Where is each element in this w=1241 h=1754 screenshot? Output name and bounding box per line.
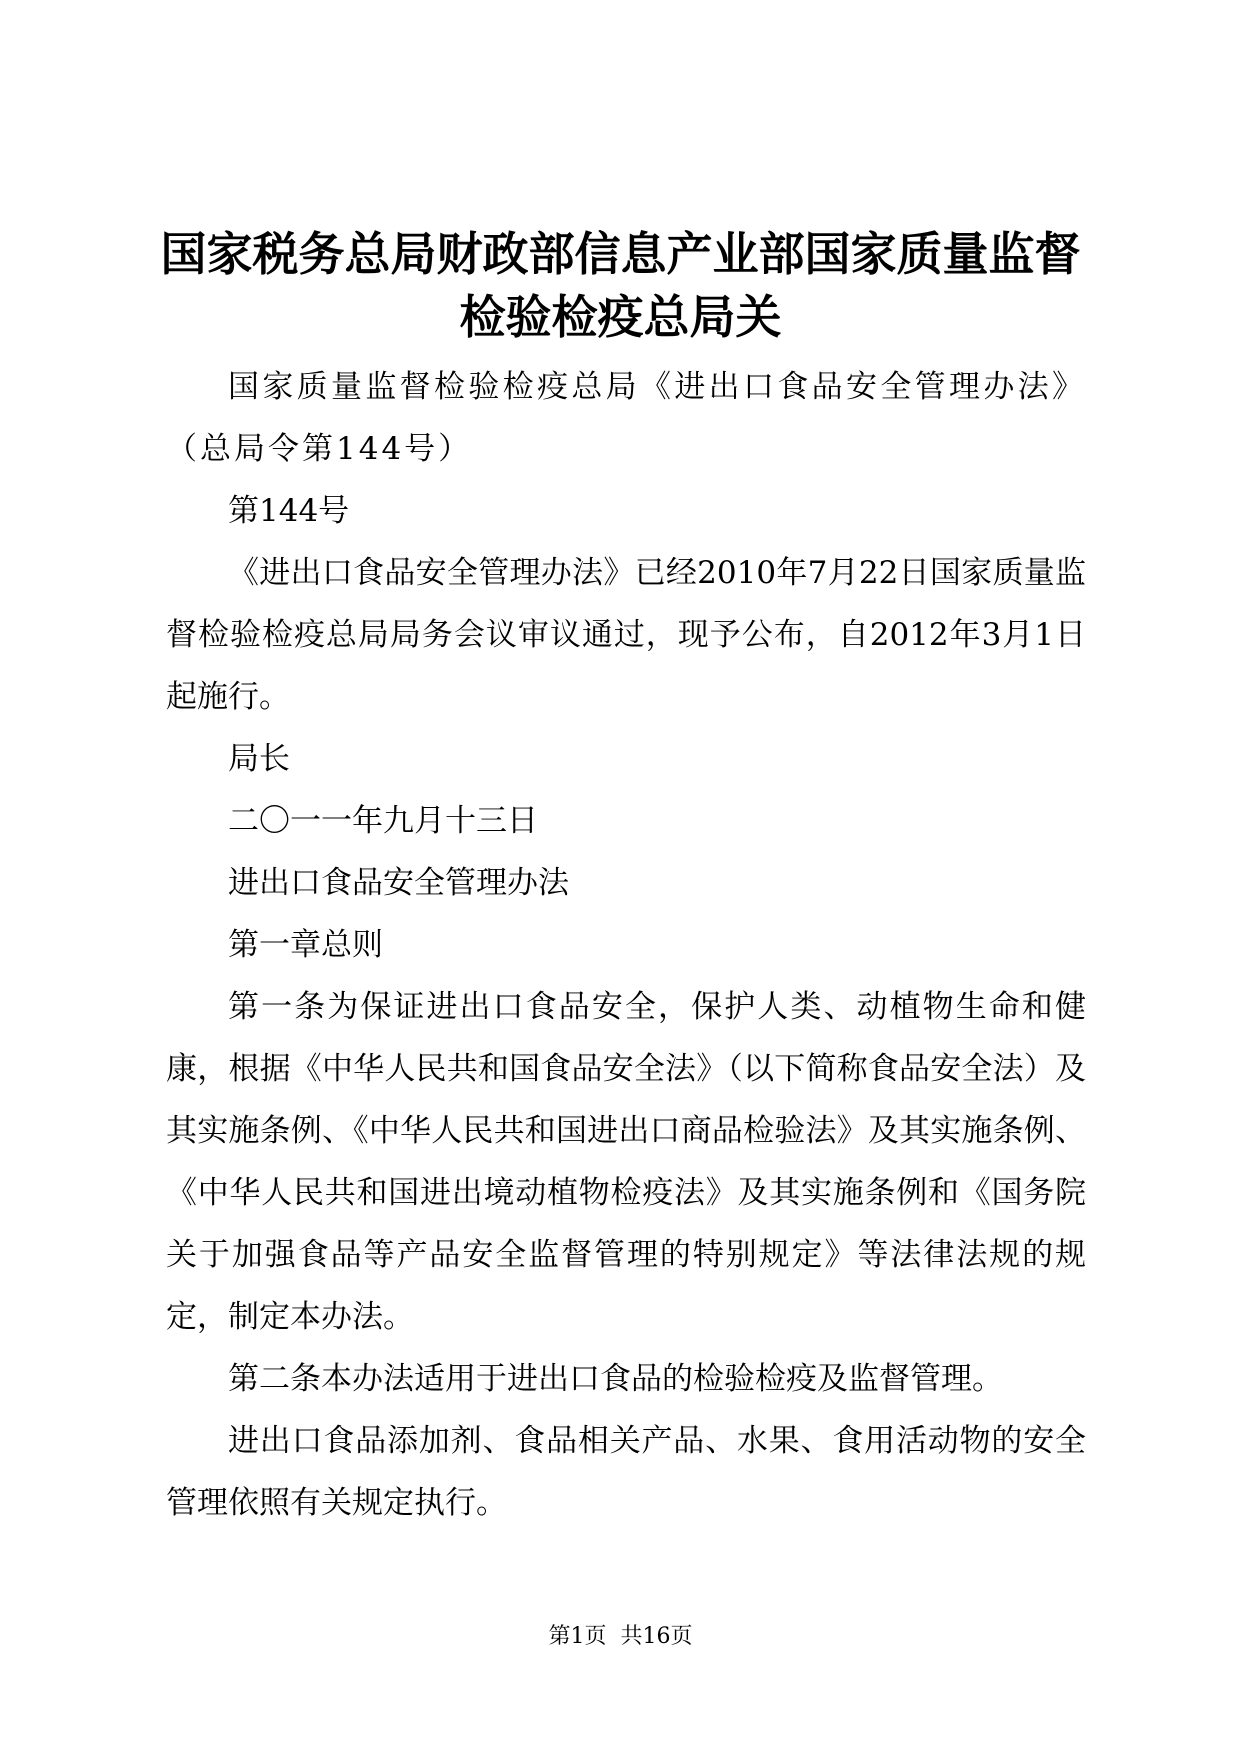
paragraph-chapter-heading: 第一章总则 xyxy=(228,927,383,963)
paragraph-article-2: 第二条本办法适用于进出口食品的检验检疫及监督管理。 xyxy=(228,1361,1003,1397)
paragraph-date: 二〇一一年九月十三日 xyxy=(228,803,538,839)
page-number: 第1页 xyxy=(548,1624,607,1649)
document-body xyxy=(166,356,1086,1534)
document-title-line-2: 检验检疫总局关 xyxy=(459,290,782,344)
paragraph-article-1: 第一条为保证进出口食品安全，保护人类、动植物生命和健康，根据《中华人民共和国食品安全法》（以下简称食品安全法）及其实施条例、《中华人民共和国进出口商品检验法》及其实施条例、《中华人民共和国进出境动植物检疫法》及其实施条例和《国务院关于加强食品等产品安全监督管理的特别规定》等法律法规的规定，制定本办法。 xyxy=(166,989,1086,1335)
page-total: 共16页 xyxy=(620,1624,693,1649)
paragraph-promulgation: 《进出口食品安全管理办法》已经2010年7月22日国家质量监督检验检疫总局局务会议审议通过，现予公布，自2012年3月1日起施行。 xyxy=(166,555,1086,715)
paragraph-signatory-title: 局长 xyxy=(228,741,290,777)
page-footer xyxy=(0,1622,1241,1652)
paragraph-order-number: 第144号 xyxy=(228,493,350,529)
paragraph-regulation-name: 进出口食品安全管理办法 xyxy=(228,865,569,901)
document-title-line-1: 国家税务总局财政部信息产业部国家质量监督 xyxy=(160,227,1081,281)
paragraph-notice-header: 国家质量监督检验检疫总局《进出口食品安全管理办法》（总局令第144号） xyxy=(166,369,1086,467)
paragraph-article-2-continued: 进出口食品添加剂、食品相关产品、水果、食用活动物的安全管理依照有关规定执行。 xyxy=(166,1423,1086,1521)
